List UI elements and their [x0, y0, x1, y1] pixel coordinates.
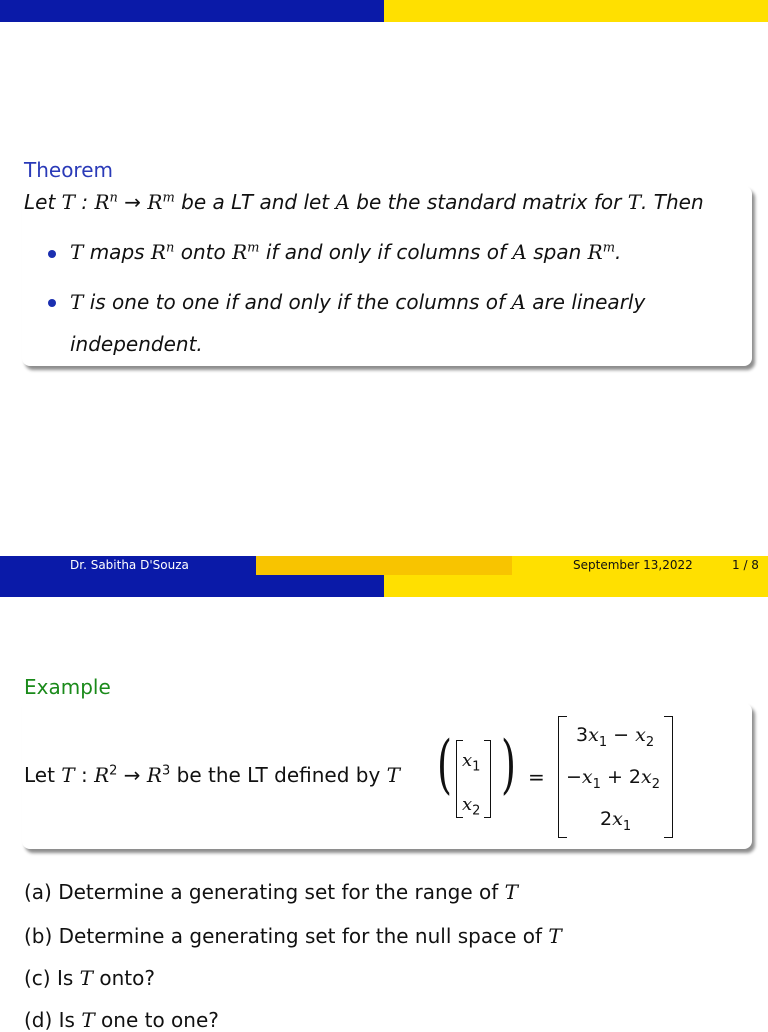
input-x2: $x_2$ [462, 794, 481, 819]
header-bar-right-2 [384, 575, 768, 597]
header-bar-left-2 [0, 575, 384, 597]
footer-middle [256, 556, 512, 575]
footer [0, 556, 768, 575]
question-c: (c) Is T onto? [24, 966, 155, 990]
theorem-intro: Let T : $R^n \to R^m$ be a LT and let A be the standard matrix for T. Then [24, 190, 704, 214]
input-bracket-right [484, 740, 491, 818]
question-a: (a) Determine a generating set for the range of T [24, 880, 518, 904]
bullet-1 [48, 250, 56, 258]
theorem-bullet-2-cont: independent. [70, 332, 203, 356]
theorem-title: Theorem [24, 158, 114, 182]
output-bracket-right [664, 716, 673, 838]
header-bar-right [384, 0, 768, 22]
question-d: (d) Is T one to one? [24, 1008, 219, 1032]
header-bar-left [0, 0, 384, 22]
theorem-bullet-2: T is one to one if and only if the columns of A are linearly [70, 290, 646, 314]
example-statement: Let T : $R^2 \to R^3$ be the LT defined by T [24, 763, 400, 787]
left-paren: ( [436, 728, 452, 802]
output-row-3: $2x_1$ [600, 808, 632, 834]
question-b: (b) Determine a generating set for the null space of T [24, 924, 562, 948]
theorem-bullet-1: T maps $R^n$ onto $R^m$ if and only if columns of A span $R^m$. [70, 240, 622, 264]
example-title: Example [24, 675, 111, 699]
output-row-1: $3x_1 - x_2$ [576, 724, 655, 750]
output-row-2: $-x_1 + 2x_2$ [566, 766, 661, 792]
footer-date: September 13,2022 [573, 558, 693, 572]
input-x1: $x_1$ [462, 750, 481, 775]
right-paren: ) [500, 728, 516, 802]
equals-sign: = [528, 765, 545, 789]
footer-author: Dr. Sabitha D'Souza [70, 558, 189, 572]
footer-page-number: 1 / 8 [732, 558, 759, 572]
bullet-2 [48, 299, 56, 307]
